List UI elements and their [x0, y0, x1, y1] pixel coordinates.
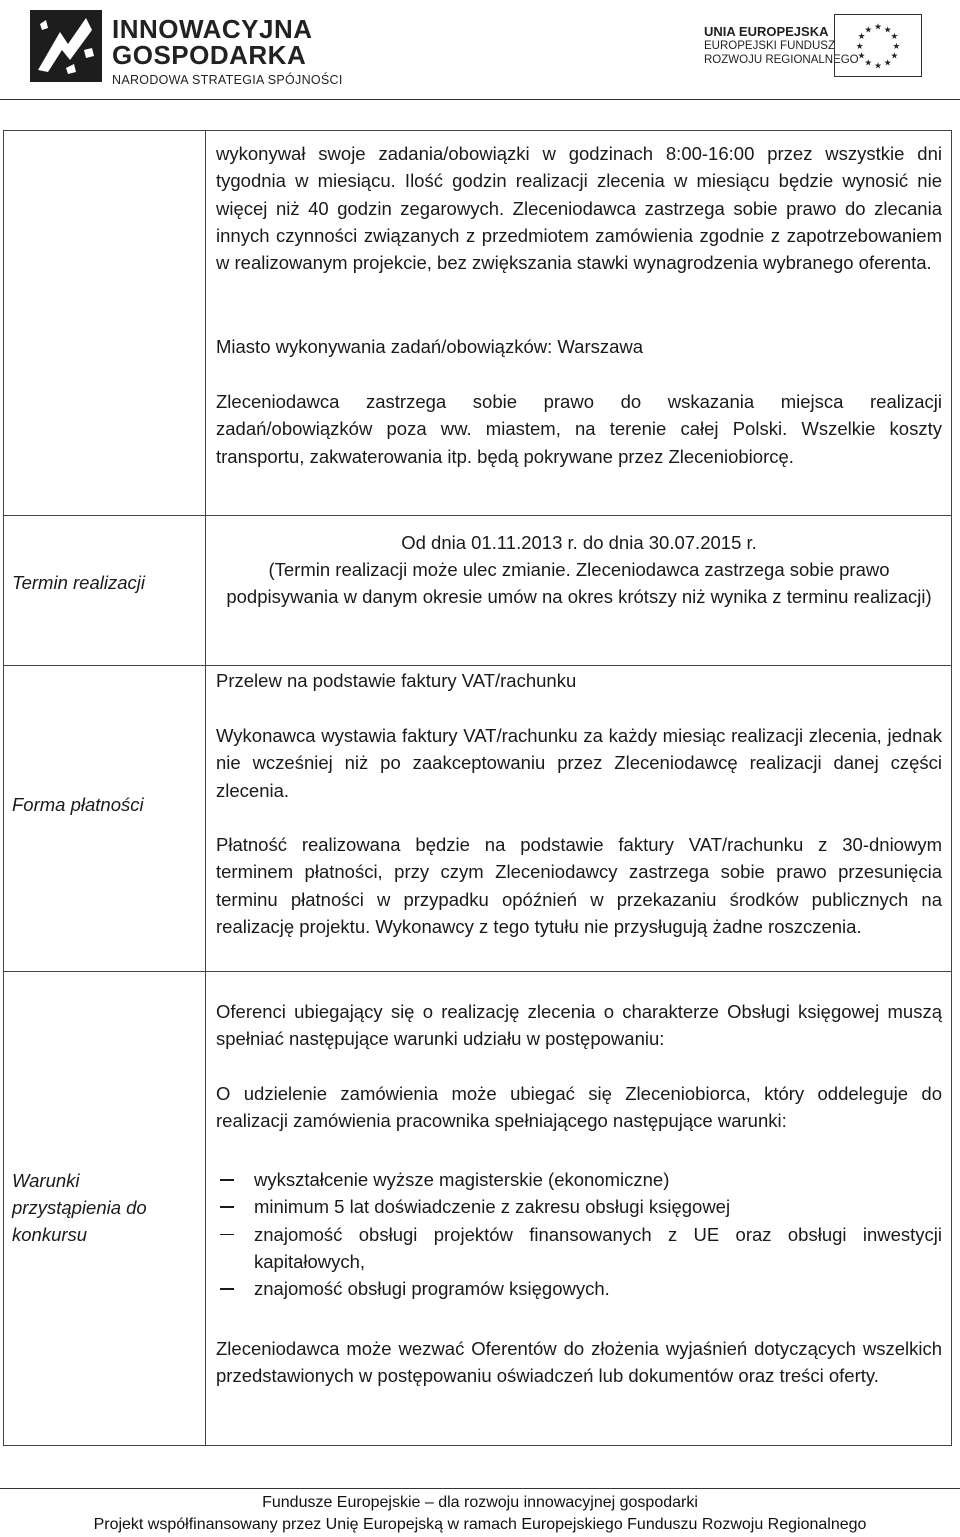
- svg-text:★: ★: [874, 22, 882, 33]
- row3-paragraph-2: Wykonawca wystawia faktury VAT/rachunku za każdy miesiąc realizacji zlecenia, jednak nie wcześniej niż po zaakceptowaniu przez Zleceniodawcę realizacji danej części zlecenia.: [216, 725, 942, 801]
- svg-text:★: ★: [890, 51, 899, 62]
- list-item: minimum 5 lat doświadczenie z zakresu obsługi księgowej: [216, 1193, 942, 1220]
- label-warunki-przystapienia: Warunki przystąpienia do konkursu: [12, 1170, 147, 1245]
- logo-line-1: INNOWACYJNA: [112, 14, 313, 44]
- svg-text:★: ★: [855, 41, 864, 52]
- row-divider: [4, 971, 951, 972]
- row4-paragraph-1: Oferenci ubiegający się o realizację zlecenia o charakterze Obsługi księgowej muszą spełniać następujące warunki udziału w postępowaniu:: [216, 1001, 942, 1050]
- row3-paragraph-3: Płatność realizowana będzie na podstawie faktury VAT/rachunku z 30-dniowym terminem płatności, przy czym Zleceniodawcy zastrzega sobie prawo przesunięcia terminu płatności w przypadku opóźnień w przekazaniu środków publicznych na realizację projektu. Wykonawcy z tego tytułu nie przysługują żadne roszczenia.: [216, 834, 942, 937]
- row4-paragraph-2: O udzielenie zamówienia może ubiegać się Zleceniobiorca, który oddeleguje do realizacji zamówienia pracownika spełniającego następujące warunki:: [216, 1083, 942, 1132]
- row2-note: (Termin realizacji może ulec zmianie. Zleceniodawca zastrzega sobie prawo podpisywania w danym okresie umów na okres krótszy niż wynika z terminu realizacji): [226, 559, 932, 608]
- list-item: wykształcenie wyższe magisterskie (ekonomiczne): [216, 1166, 942, 1193]
- logo-line-3: NARODOWA STRATEGIA SPÓJNOŚCI: [112, 73, 343, 87]
- row1-paragraph-3: Zleceniodawca zastrzega sobie prawo do wskazania miejsca realizacji zadań/obowiązków poza ww. miastem, na terenie całej Polski. Wszelkie koszty transportu, zakwaterowania itp. będą pokrywane przez Zleceniobiorcę.: [216, 391, 942, 467]
- footer-line-1: Fundusze Europejskie – dla rozwoju innowacyjnej gospodarki: [262, 1494, 698, 1511]
- eu-line-3: ROZWOJU REGIONALNEGO: [704, 54, 859, 66]
- row1-paragraph-2: Miasto wykonywania zadań/obowiązków: Warszawa: [216, 336, 644, 357]
- row1-paragraph-1: wykonywał swoje zadania/obowiązki w godzinach 8:00-16:00 przez wszystkie dni tygodnia w miesiącu. Ilość godzin realizacji zlecenia w miesiącu będzie wynosić nie więcej niż 40 godzin zegarowych. Zleceniodawca zastrzega sobie prawo do zlecania innych czynności związanych z przedmiotem zamówienia zgodnie z zapotrzebowaniem w realizowanym projekcie, bez zwiększania stawki wynagrodzenia wybranego oferenta.: [216, 143, 942, 274]
- eu-line-2: EUROPEJSKI FUNDUSZ: [704, 40, 835, 52]
- requirements-list: [216, 1166, 942, 1302]
- svg-text:★: ★: [890, 32, 899, 43]
- logo-line-2: GOSPODARKA: [112, 40, 307, 70]
- svg-text:★: ★: [883, 58, 892, 69]
- eu-flag-icon: [834, 14, 922, 77]
- footer-line-2: Projekt współfinansowany przez Unię Europejską w ramach Europejskiego Funduszu Rozwoju Regionalnego: [93, 1516, 867, 1533]
- list-item: znajomość obsługi programów księgowych.: [216, 1275, 942, 1302]
- svg-text:★: ★: [857, 32, 866, 43]
- page-header: [0, 0, 960, 100]
- svg-text:★: ★: [883, 25, 892, 36]
- footer-divider: [0, 1488, 960, 1489]
- svg-text:★: ★: [892, 41, 901, 52]
- header-divider: [0, 99, 960, 100]
- innowacyjna-gospodarka-logo-icon: [30, 10, 102, 82]
- column-divider: [205, 131, 206, 1445]
- label-termin-realizacji: Termin realizacji: [12, 572, 145, 593]
- program-name: [112, 16, 343, 89]
- row2-dates: Od dnia 01.11.2013 r. do dnia 30.07.2015 r.: [401, 532, 757, 553]
- requirements-list-wrapper: [216, 1166, 942, 1302]
- svg-text:★: ★: [874, 61, 882, 72]
- page-footer: [0, 1492, 960, 1536]
- eu-line-1: UNIA EUROPEJSKA: [704, 24, 829, 39]
- row-divider: [4, 665, 951, 666]
- svg-text:★: ★: [857, 51, 866, 62]
- svg-text:★: ★: [864, 25, 873, 36]
- svg-text:★: ★: [864, 58, 873, 69]
- row-divider: [4, 515, 951, 516]
- list-item: znajomość obsługi projektów finansowanych z UE oraz obsługi inwestycji kapitałowych,: [216, 1221, 942, 1276]
- row3-paragraph-1: Przelew na podstawie faktury VAT/rachunku: [216, 670, 577, 691]
- row4-paragraph-3: Zleceniodawca może wezwać Oferentów do złożenia wyjaśnień dotyczących wszelkich przedstawionych w postępowaniu oświadczeń lub dokumentów oraz treści oferty.: [216, 1338, 942, 1387]
- label-forma-platnosci: Forma płatności: [12, 794, 144, 815]
